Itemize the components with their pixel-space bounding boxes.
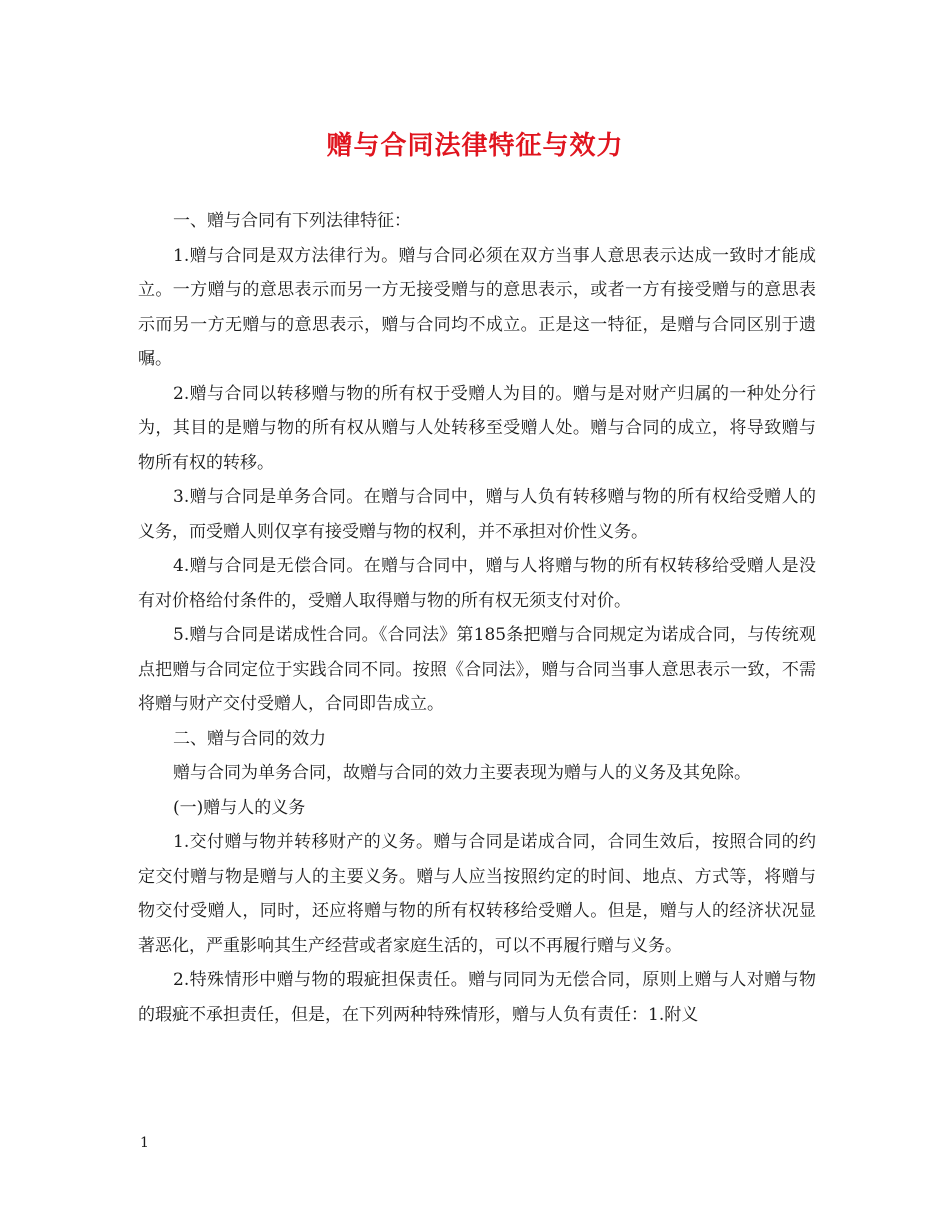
paragraph-duty-1: 1.交付赠与物并转移财产的义务。赠与合同是诺成合同，合同生效后，按照合同的约定交付赠与物是赠与人的主要义务。赠与人应当按照约定的时间、地点、方式等，将赠与物交付受赠人，同时，还应将赠与物的所有权转移给受赠人。但是，赠与人的经济状况显著恶化，严重影响其生产经营或者家庭生活的，可以不再履行赠与义务。 xyxy=(138,832,816,956)
paragraph-effect-intro: 赠与合同为单务合同，故赠与合同的效力主要表现为赠与人的义务及其免除。 xyxy=(173,763,751,783)
paragraph-feature-5: 5.赠与合同是诺成性合同。《合同法》第185条把赠与合同规定为诺成合同，与传统观点把赠与合同定位于实践合同不同。按照《合同法》，赠与合同当事人意思表示一致，不需将赠与财产交付受赠人，合同即告成立。 xyxy=(138,625,816,714)
document-title: 赠与合同法律特征与效力 xyxy=(326,131,624,161)
paragraph-feature-4: 4.赠与合同是无偿合同。在赠与合同中，赠与人将赠与物的所有权转移给受赠人是没有对价格给付条件的，受赠人取得赠与物的所有权无须支付对价。 xyxy=(138,556,816,611)
paragraph-feature-1: 1.赠与合同是双方法律行为。赠与合同必须在双方当事人意思表示达成一致时才能成立。一方赠与的意思表示而另一方无接受赠与的意思表示，或者一方有接受赠与的意思表示而另一方无赠与的意思表示，赠与合同均不成立。正是这一特征，是赠与合同区别于遗嘱。 xyxy=(138,245,816,369)
paragraph-feature-2: 2.赠与合同以转移赠与物的所有权于受赠人为目的。赠与是对财产归属的一种处分行为，其目的是赠与物的所有权从赠与人处转移至受赠人处。赠与合同的成立，将导致赠与物所有权的转移。 xyxy=(138,383,816,473)
paragraph-subheading-1: (一)赠与人的义务 xyxy=(173,797,306,818)
paragraph-heading-2: 二、赠与合同的效力 xyxy=(173,728,326,749)
page-number: 1 xyxy=(140,1135,149,1151)
paragraph-heading-1: 一、赠与合同有下列法律特征： xyxy=(173,211,411,231)
document-body xyxy=(138,204,816,1032)
paragraph-feature-3: 3.赠与合同是单务合同。在赠与合同中，赠与人负有转移赠与物的所有权给受赠人的义务，而受赠人则仅享有接受赠与物的权利，并不承担对价性义务。 xyxy=(138,487,816,542)
paragraph-duty-2: 2.特殊情形中赠与物的瑕疵担保责任。赠与同同为无偿合同，原则上赠与人对赠与物的瑕疵不承担责任，但是，在下列两种特殊情形，赠与人负有责任：1.附义 xyxy=(138,970,816,1025)
